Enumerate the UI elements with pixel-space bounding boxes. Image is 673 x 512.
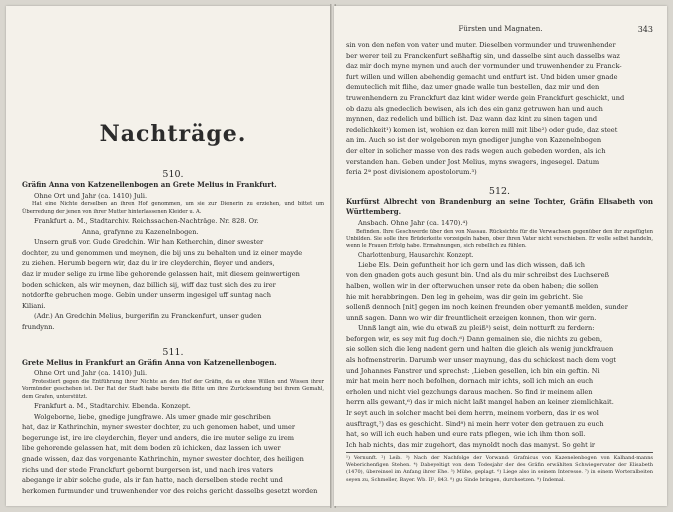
- entry-512-line: sollenß dennoch [nit] gegen im noch keinen freunden ober yemantß melden, sunder: [346, 303, 628, 312]
- entry-510-line: daz ir muder selige zu irme libe gehorende gelassen hait, mit diesem geinwertigen: [22, 269, 300, 278]
- entry-511-line: abegange ir abir solche gude, als ir fan hatte, nach derselben stede recht und: [22, 476, 283, 485]
- body-line: demuteclich mit flihe, daz umer gnade walle tun bestellen, daz mir und den: [346, 83, 600, 92]
- body-line: ber werer teil zu Franckenfurt seßhaftig sin, und dasselbe sint auch dasselbs waz: [346, 51, 620, 60]
- entry-510-line: notdorfte gebruchen moge. Gebin under unserm ingesigel uff suntag nach: [22, 291, 271, 300]
- entry-512-line: hie mit herabbringen. Den leg in geheim, was dir gein im gebricht. Sie: [346, 292, 583, 301]
- body-line: daz mir doch myne mynen und auch der vormunder und truwenhender zu Franck-: [346, 62, 622, 71]
- entry-510-line: Unsern gruß vor. Gude Gredchin. Wir han Ketherchin, diner swester: [34, 238, 264, 247]
- entry-512-line: von den gnaden gots auch gesunt bin. Und als du mir schreibst des Luchsereß: [346, 271, 609, 280]
- entry-511-line: libe gehorende gelassen hat, mit dem boden zü ichicken, daz lassen ich uwer: [22, 444, 281, 453]
- entry-511-heading: Grete Melius in Frankfurt an Gräfin Anna von Katzenellenbogen.: [22, 357, 277, 367]
- footnotes: [346, 452, 653, 484]
- entry-512-source: Charlottenburg, Hausarchiv. Konzept.: [358, 251, 474, 259]
- entry-512-line: Ich hab nichts, das mir zugehort, das mynoldt noch das manyst. So geht ir: [346, 440, 596, 449]
- entry-512-line: erholen und nicht viel gezchungs daraus machen. So find ir meinem allen: [346, 387, 593, 396]
- entry-510-line: Kiliani.: [22, 301, 46, 310]
- entry-512-line: Unnß langt ain, wie du etwaß zu pleiß⁵) seist, dein notturft zu ferdern:: [358, 324, 595, 333]
- entry-512-line: mir hat mein herr noch befolhen, dornach mir ichts, soll ich mich an euch: [346, 377, 594, 386]
- entry-510-line: zu ziehen. Herumb begern wir, daz du ir ire cleyderchin, fleyer und anders,: [22, 259, 275, 268]
- entry-511-meta: Ohne Ort und Jahr (ca. 1410) Juli.: [34, 369, 148, 378]
- entry-510-summary: Hat eine Nichte derselben an ihren Hof genommen, um sie zur Dienerin zu erziehen, und bittet um Überredung der jenen von ihrer Mutter hinterlassenen Kleider u. A.: [22, 201, 324, 215]
- entry-512-line: Ir seyt auch in solcher macht bei dem herrn, meinem vorbern, das ir es wol: [346, 409, 599, 418]
- entry-512-line: sie sollen sich die leng nadent gern und halten die gleich als wenig junckfrauen: [346, 345, 614, 354]
- entry-512-line: unnß sagen. Dann wo wir dir freuntlicheit erzeigen konnen, thon wir gern.: [346, 313, 597, 322]
- entry-512-line: als hofmenstrerin. Darumb wer unser maynung, das du schickest nach dem vogt: [346, 356, 617, 365]
- page-number: 343: [637, 25, 653, 34]
- entry-512-line: und Johannes Fanstrer und sprechst: ,Lieben gesellen, ich bin ein geftin. Ni: [346, 366, 600, 375]
- section-title: Nachträge.: [99, 121, 247, 147]
- left-page-body: [22, 121, 324, 496]
- entry-510-line: dochter, zu und genommen und meynen, die bij uns zu behalten und iz einer mayde: [22, 248, 303, 257]
- entry-512-meta: Ansbach. Ohne Jahr (ca. 1470).⁴): [358, 218, 468, 227]
- entry-512-line: beforgen wir, es sey mit fug doch.⁶) Dann gemainen sie, die nichts zu geben,: [346, 334, 603, 343]
- entry-511-line: Wolgeborne, liebe, gnedige jungfrawe. Als umer gnade mir geschriben: [34, 412, 271, 421]
- entry-511-line: hat, daz ir Kathrinchin, myner swester dochter, zu uch genomen habet, und umer: [22, 423, 296, 432]
- body-line: redelichkeit¹) komen ist, wohien ez dan keren mill mit libe²) oder gude, daz steet: [346, 125, 618, 134]
- entry-512-heading: Kurfürst Albrecht von Brandenburg an seine Tochter, Gräfin Elisabeth von Württemberg.: [346, 196, 653, 217]
- entry-510-number: 510.: [162, 169, 184, 180]
- body-line: der elter in solicher masse von des rads wegen auch gebeden worden, als ich: [346, 146, 606, 155]
- entry-511-line: richs und der stede Franckfurt gebornt burgersen ist, und nach ires vaters: [22, 465, 273, 474]
- body-line: furt willen und willen abehendig gemacht und entfurt ist. Und biden umer gnade: [346, 72, 618, 81]
- entry-511-summary: Protestiert gegen die Entführung ihrer Nichte an den Hof der Gräfin, da es ohne Willen und Wissen ihrer Vormünder geschehen ist. Der Rat der Stadt habe bereits die Bitte um ihre Zurücksendung bei ihrem Gemahl, dem Grafen, unterstützt.: [22, 378, 324, 400]
- entry-511-number: 511.: [162, 346, 184, 358]
- left-page: [6, 6, 332, 506]
- body-line: mynnen, daz redelich und billich ist. Daz wann daz kint zu sinen tagen und: [346, 115, 598, 124]
- entry-512-line: herrn alls gewant,⁶) das ir mich nicht laßt mangel haben an keiner ziemlichkait.: [346, 398, 614, 407]
- entry-512-line: ausftragt,⁷) das es geschicht. Sind⁸) ni mein herr voter den getrauen zu euch: [346, 419, 604, 428]
- running-head: Fürsten und Magnaten.: [458, 25, 543, 33]
- body-line: sin von den nefen von vater und muter. Dieselben vormunder und truwenhender: [346, 41, 616, 49]
- body-line: verstanden han. Geben under Jost Melius, myns swagers, ingesegel. Datum: [346, 157, 600, 166]
- entry-512-number: 512.: [488, 185, 511, 197]
- body-line: an im. Auch so ist der wolgeboren myn gnediger junghe von Kazenelnbogen: [346, 136, 602, 145]
- entry-510-meta: Ohne Ort und Jahr (ca. 1410) Juli.: [34, 191, 148, 200]
- entry-511-line: herkomen furmunder und truwenhender vor des reichs gericht dasselbs gesetzt worden: [22, 486, 318, 495]
- entry-510-line: Anna, grafynne zu Kazenelnbogen.: [82, 227, 199, 236]
- entry-512-line: Liebe Els. Dein gefuntheit hor ich gern und las dich wissen, daß ich: [358, 260, 585, 269]
- body-line: ob dazu als gnedeclich bewisen, als ich des ein ganz getruwen han und auch: [346, 104, 603, 113]
- entry-510-heading: Gräfin Anna von Katzenellenbogen an Grete Melius in Frankfurt.: [22, 180, 277, 189]
- body-line: feria 2ª post divisionem apostolorum.³): [346, 168, 477, 177]
- body-line: truwenhendern zu Franckfurt daz kint wider werde gein Franckfurt geschickt, und: [346, 93, 625, 102]
- right-page-body: [346, 40, 653, 450]
- entry-511-line: gnade wissen, daz das vorgenante Kathrinchin, myner swester dochter, des heiligen: [22, 454, 304, 463]
- entry-512-line: halben, wollen wir in der ofterwuchen unser rete da oben haben; die sollen: [346, 281, 599, 290]
- entry-510-line: (Adr.) An Gredchin Melius, burgerifin zu Franckenfurt, unser guden: [34, 312, 262, 321]
- entry-512-summary: Befinden. Ihre Geschwerde über den von Nassau. Rücksichte für die Verwachsen gegenüber den ihr zugefügten Unbilden. Sie solle ihre Brüderkeite vorzeigeln haben, ober ihren Vater nicht verschieben. Er wolle selbst handeln, wenn le Frauen Erfolg habe. Ermahnungen, sich rebellich zu fühlen.: [346, 228, 653, 250]
- right-page: [334, 6, 667, 506]
- footnote-text: ¹) Vernunft. ²) Leib. ³) Nach der Nachfolge der Vorwand: Grafnicus von Kazenelenbogen von Kalhand-manns Weberichenfigen Stehen. ⁴) Dabeyeltigt von dem Todesjahr der des Gräfin erwählten Schwiegervater der Elisabeth (1470), übereinsel im Anfang ihrer Ehe. ⁵) Mühe, geplagt. ⁶) Liege also in seinem Interesse. ⁷) in einem Worteralbeiten seyen zu, Schmeller, Bayer. Wb. II², 843. ⁸) gu Sinde bringen, durchsetzen. ⁹) Indemal.: [346, 455, 653, 483]
- entry-511-line: begerunge ist, ire ire cleyderchin, fleyer und anders, die ire muter selige zu irem: [22, 433, 295, 442]
- entry-510-line: frundynn.: [22, 322, 55, 331]
- entry-511-source: Frankfurt a. M., Stadtarchiv. Ebenda. Konzept.: [34, 401, 191, 410]
- entry-510-source: Frankfurt a. M., Stadtarchiv. Reichssachen-Nachträge. Nr. 828. Or.: [34, 217, 259, 225]
- entry-512-line: hat, so will ich euch haben und eure rats pflegen, wie ich ihm thon soll.: [346, 430, 586, 439]
- entry-510-line: boden schicken, als wir meynen, daz billich sij, wiff daz tust sich des zu irer: [22, 280, 276, 289]
